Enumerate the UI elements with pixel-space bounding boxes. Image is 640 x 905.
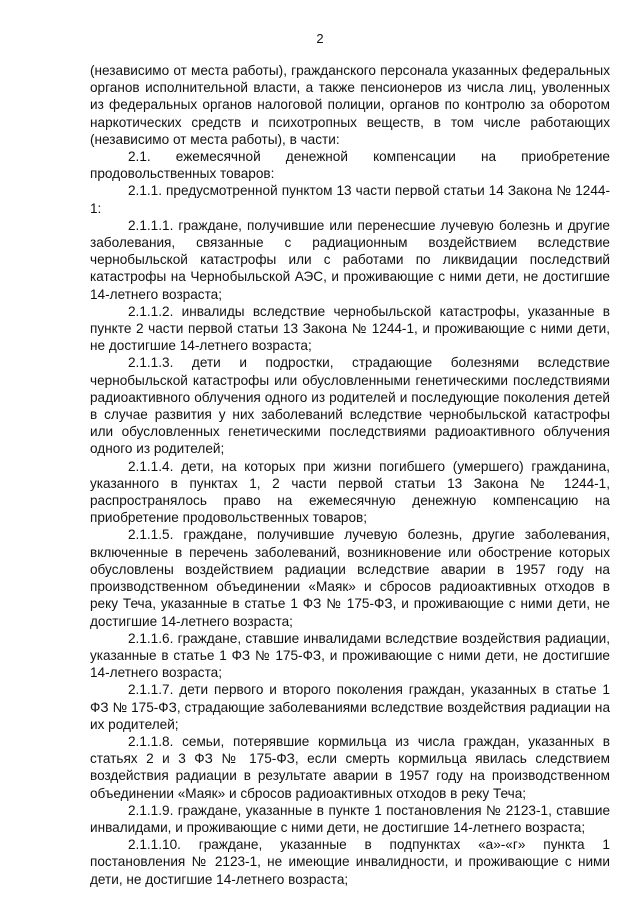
paragraph-2-1-1-10: 2.1.1.10. граждане, указанные в подпунктах «а»-«г» пункта 1 постановления № 2123-1, не имеющие инвалидности, и проживающие с ними дети, не достигшие 14-летнего возраста; <box>90 837 610 887</box>
paragraph-2-1-1-2: 2.1.1.2. инвалиды вследствие чернобыльской катастрофы, указанные в пункте 2 части первой статьи 13 Закона № 1244-1, и проживающие с ними дети, не достигшие 14-летнего возраста; <box>90 303 610 354</box>
paragraph-2-1-1-7: 2.1.1.7. дети первого и второго поколения граждан, указанных в статье 1 ФЗ № 175-ФЗ, страдающие заболеваниями вследствие воздействия радиации на их родителей; <box>90 682 610 732</box>
paragraph-2-1-1-9: 2.1.1.9. граждане, указанные в пункте 1 постановления № 2123-1, ставшие инвалидами, и проживающие с ними дети, не достигшие 14-летнего возраста; <box>90 802 610 835</box>
paragraph-2-1-1-6: 2.1.1.6. граждане, ставшие инвалидами вследствие воздействия радиации, указанные в статье 1 ФЗ № 175-ФЗ, и проживающие с ними дети, не достигшие 14-летнего возраста; <box>90 630 610 681</box>
paragraph-2-1-1-4: 2.1.1.4. дети, на которых при жизни погибшего (умершего) гражданина, указанного в пунктах 1, 2 части первой статьи 13 Закона № 1244-1, распространялось право на ежемесячную денежную компенсацию на приобретение продовольственных товаров; <box>90 458 610 526</box>
paragraph-2-1-1-3: 2.1.1.3. дети и подростки, страдающие болезнями вследствие чернобыльской катастрофы или обусловленными генетическими последствиями радиоактивного облучения одного из родителей и последующие поколения детей в случае развития у них заболеваний вследствие чернобыльской катастрофы или обусловленных генетическими последствиями радиоактивного облучения одного из родителей; <box>90 355 610 457</box>
paragraph-2-1-1-5: 2.1.1.5. граждане, получившие лучевую болезнь, другие заболевания, включенные в перечень заболеваний, возникновение или обострение которых обусловлены воздействием радиации вследствие аварии в 1957 году на производственном объединении «Маяк» и сбросов радиоактивных отходов в реку Теча, указанные в статье 1 ФЗ № 175-ФЗ, и проживающие с ними дети, не достигшие 14-летнего возраста; <box>90 527 610 629</box>
page-number: 2 <box>316 31 324 46</box>
paragraph-intro: (независимо от места работы), гражданского персонала указанных федеральных органов исполнительной власти, а также пенсионеров из числа лиц, уволенных из федеральных органов налоговой полиции, органов по контролю за оборотом наркотических средств и психотропных веществ, в том числе работающих (независимо от места работы), в части: <box>90 63 610 147</box>
paragraph-2-1-1-8: 2.1.1.8. семьи, потерявшие кормильца из числа граждан, указанных в статьях 2 и 3 ФЗ № 175-ФЗ, если смерть кормильца явилась следствием воздействия радиации в результате аварии в 1957 году на производственном объединении «Маяк» и сбросов радиоактивных отходов в реку Теча; <box>90 733 610 801</box>
paragraph-2-1-1-1: 2.1.1.1. граждане, получившие или перенесшие лучевую болезнь и другие заболевания, связанные с радиационным воздействием вследствие чернобыльской катастрофы или с работами по ликвидации последствий катастрофы на Чернобыльской АЭС, и проживающие с ними дети, не достигшие 14-летнего возраста; <box>90 217 610 302</box>
paragraph-2-1: 2.1. ежемесячной денежной компенсации на приобретение продовольственных товаров: <box>90 149 610 182</box>
paragraph-2-1-1: 2.1.1. предусмотренной пунктом 13 части первой статьи 14 Закона № 1244-1: <box>90 183 610 216</box>
document-body <box>90 62 610 888</box>
